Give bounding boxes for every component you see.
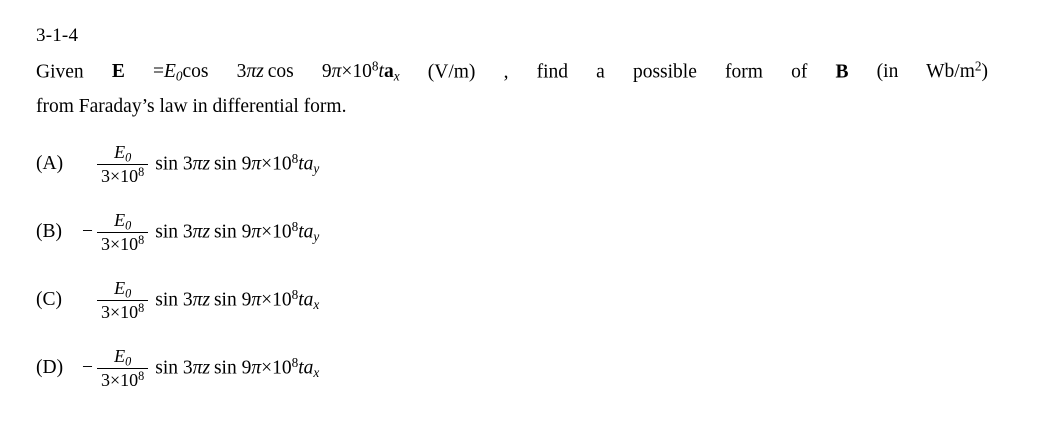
option-a-fraction xyxy=(97,143,148,186)
option-c-label: (C) xyxy=(36,289,62,311)
equals-sign: = xyxy=(152,61,164,83)
b-vector-symbol: B xyxy=(835,61,849,83)
option-c-denominator: $3\times 10^8$ xyxy=(101,301,145,323)
option-b-label: (B) xyxy=(36,221,62,243)
a-vector-1: a xyxy=(383,61,394,83)
option-d-fraction xyxy=(97,347,148,390)
option-d-expression: sin 3πz $\sin 9\pi\times 10^8ta_x$ xyxy=(155,355,320,381)
option-a-numerator: $E_0$ xyxy=(114,141,132,165)
stem-given-word: Given xyxy=(36,61,84,83)
stem-line-2: from Faraday’s law in differential form. xyxy=(36,96,347,118)
option-c-numerator: $E_0$ xyxy=(114,277,132,301)
question-stem xyxy=(36,52,988,122)
z-variable-1: z xyxy=(256,61,264,83)
stem-field-units: (V/m) xyxy=(427,61,476,83)
option-d-sign: − xyxy=(82,357,93,379)
option-a[interactable] xyxy=(36,130,1026,198)
stem-line-1 xyxy=(36,52,988,92)
pi-symbol-1: π xyxy=(246,61,257,83)
option-a-label: (A) xyxy=(36,153,64,175)
stem-field-equation xyxy=(111,59,428,85)
option-b-numerator: $E_0$ xyxy=(114,209,132,233)
option-a-denominator: $3\times 10^8$ xyxy=(101,165,145,187)
cos-term-2: cos 9 xyxy=(267,61,332,83)
cos-term-1: cos 3 xyxy=(182,61,247,83)
answer-options xyxy=(36,130,1026,402)
option-d-label: (D) xyxy=(36,357,64,379)
e-zero-main: E xyxy=(163,61,176,83)
option-d-numerator: $E_0$ xyxy=(114,345,132,369)
option-c-expression: sin 3πz $\sin 9\pi\times 10^8ta_x$ xyxy=(155,287,320,313)
option-b-sign: − xyxy=(82,221,93,243)
option-c[interactable] xyxy=(36,266,1026,334)
pi-symbol-2: π xyxy=(331,61,342,83)
option-d-denominator: $3\times 10^8$ xyxy=(101,369,145,391)
option-b-expression: sin 3πz $\sin 9\pi\times 10^8ta_y$ xyxy=(155,219,320,245)
question-block xyxy=(36,22,1026,402)
a-vector-sub-x: x xyxy=(393,69,400,85)
option-c-fraction xyxy=(97,279,148,322)
option-d[interactable] xyxy=(36,334,1026,402)
times-ten-1: ×10 xyxy=(341,61,372,83)
stem-target-units: (in $Wb/m^2$) xyxy=(876,59,989,83)
option-a-expression: sin 3πz $\sin 9\pi\times 10^8ta_y$ xyxy=(155,151,320,177)
option-b-fraction xyxy=(97,211,148,254)
option-b-denominator: $3\times 10^8$ xyxy=(101,233,145,255)
units-exponent: 2 xyxy=(974,59,982,74)
question-number: 3-1-4 xyxy=(36,25,79,46)
e-vector-symbol: E xyxy=(111,61,125,83)
exponent-8-1: 8 xyxy=(371,59,379,74)
e-zero-sub: 0 xyxy=(175,69,183,85)
t-variable-1: t xyxy=(378,61,384,83)
stem-middle-text: , find a possible form of xyxy=(503,61,808,83)
option-b[interactable] xyxy=(36,198,1026,266)
